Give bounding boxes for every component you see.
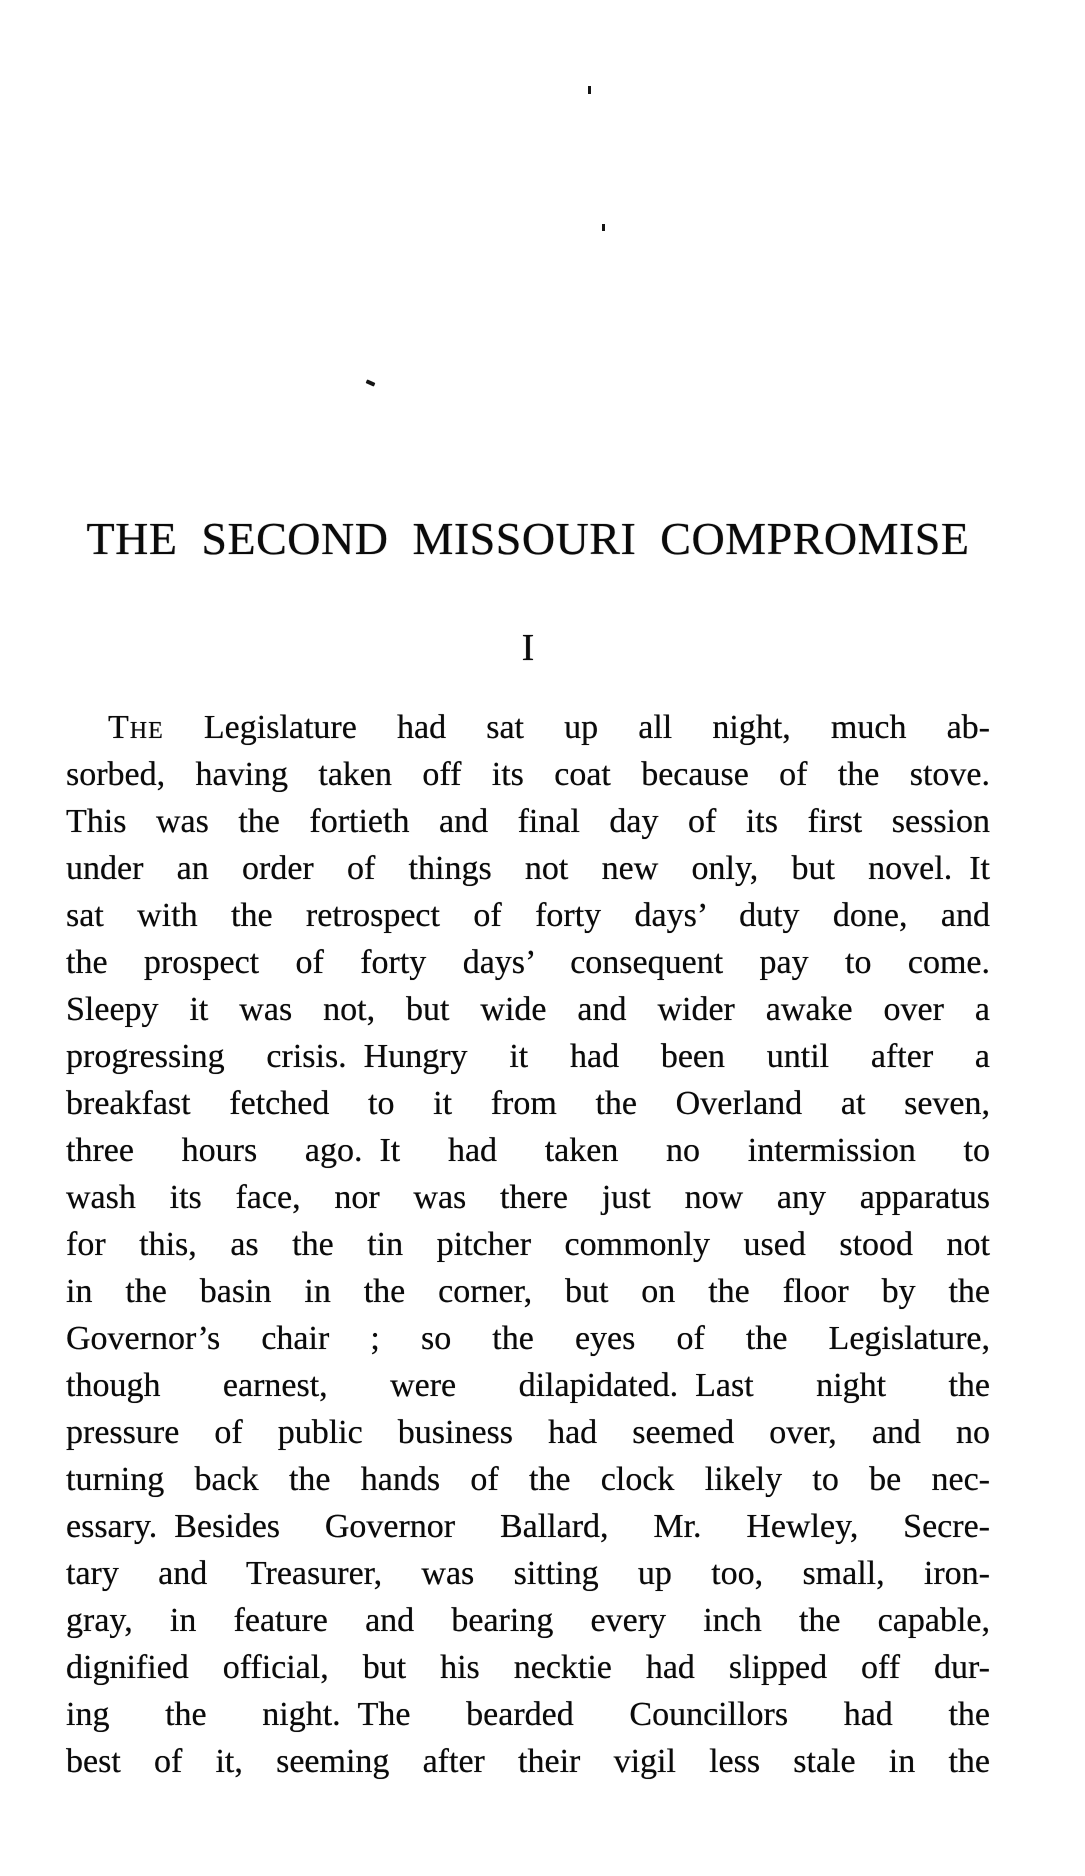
paragraph bbox=[66, 704, 990, 1785]
scan-speck bbox=[366, 379, 376, 386]
text-line: dignified official, but his necktie had slipped off dur- bbox=[66, 1649, 990, 1686]
scan-speck bbox=[588, 86, 591, 94]
text-line: tary and Treasurer, was sitting up too, small, iron- bbox=[66, 1555, 990, 1592]
text-line: for this, as the tin pitcher commonly used stood not bbox=[66, 1226, 990, 1263]
text-line: the prospect of forty days’ consequent pay to come. bbox=[66, 944, 990, 981]
text-line: though earnest, were dilapidated. Last night the bbox=[66, 1367, 990, 1404]
text-line: sat with the retrospect of forty days’ duty done, and bbox=[66, 897, 990, 934]
text-line: The Legislature had sat up all night, much ab- bbox=[108, 709, 990, 746]
text-line: three hours ago. It had taken no intermission to bbox=[66, 1132, 990, 1169]
text-line: in the basin in the corner, but on the floor by the bbox=[66, 1273, 990, 1310]
text-line: pressure of public business had seemed over, and no bbox=[66, 1414, 990, 1451]
text-line: Sleepy it was not, but wide and wider awake over a bbox=[66, 991, 990, 1028]
page-title: THE SECOND MISSOURI COMPROMISE bbox=[86, 513, 970, 564]
text-line: turning back the hands of the clock likely to be nec- bbox=[66, 1461, 990, 1498]
text-line: Governor’s chair ; so the eyes of the Legislature, bbox=[66, 1320, 990, 1357]
text-line: essary. Besides Governor Ballard, Mr. Hewley, Secre- bbox=[66, 1508, 990, 1545]
text-line: ing the night. The bearded Councillors had the bbox=[66, 1696, 990, 1733]
text-line: progressing crisis. Hungry it had been until after a bbox=[66, 1038, 990, 1075]
lead-word-smallcaps: The bbox=[108, 709, 164, 746]
section-numeral: I bbox=[521, 627, 535, 669]
text-line: breakfast fetched to it from the Overland at seven, bbox=[66, 1085, 990, 1122]
scan-speck bbox=[602, 224, 605, 231]
text-line: under an order of things not new only, but novel. It bbox=[66, 850, 990, 887]
text-line: gray, in feature and bearing every inch the capable, bbox=[66, 1602, 990, 1639]
text-line: This was the fortieth and final day of its first session bbox=[66, 803, 990, 840]
text-line: sorbed, having taken off its coat because of the stove. bbox=[66, 756, 990, 793]
text-line: best of it, seeming after their vigil less stale in the bbox=[66, 1743, 990, 1780]
text-line: wash its face, nor was there just now any apparatus bbox=[66, 1179, 990, 1216]
